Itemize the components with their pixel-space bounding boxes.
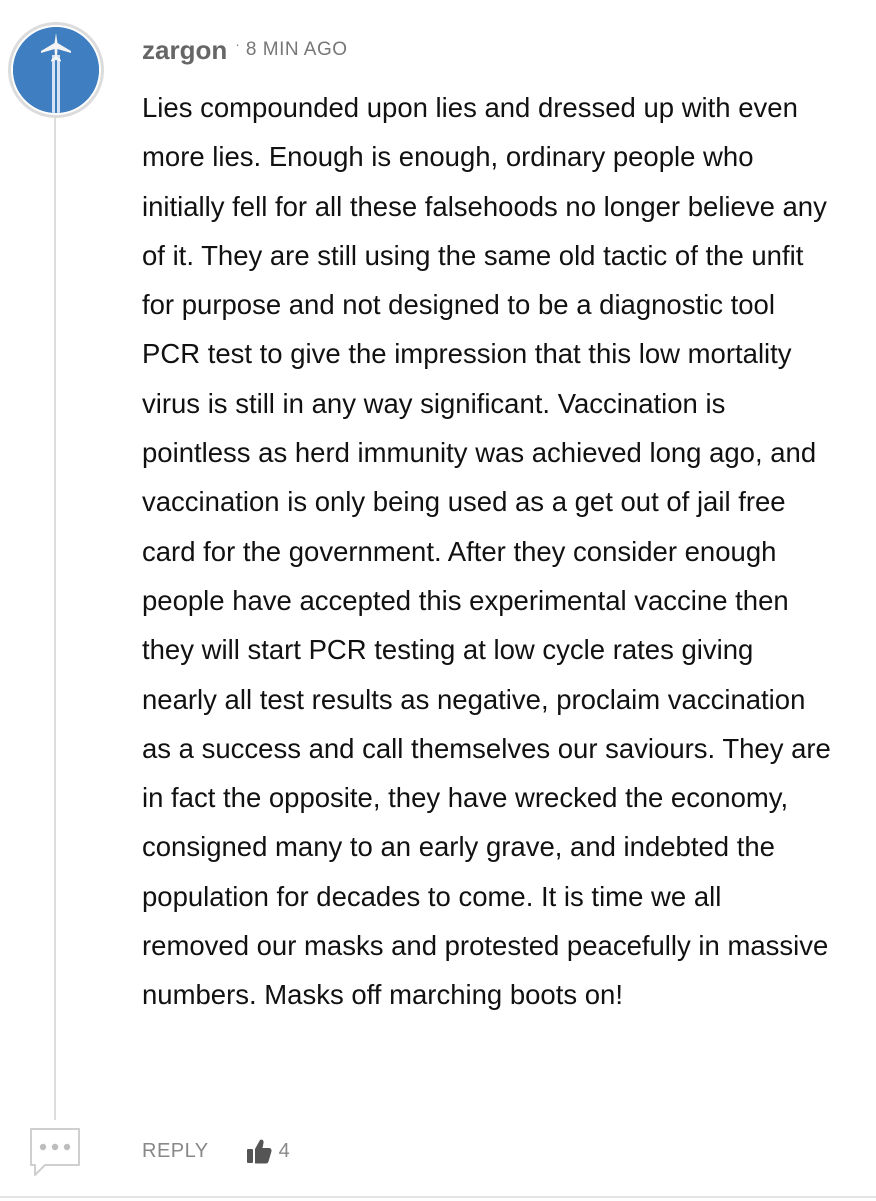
thumbs-up-icon (245, 1137, 273, 1165)
avatar[interactable] (8, 22, 104, 118)
comment-actions (142, 1136, 290, 1166)
more-options-button[interactable] (28, 1126, 82, 1178)
timestamp[interactable]: 8 MIN AGO (245, 39, 348, 60)
reply-button[interactable]: REPLY (142, 1139, 209, 1162)
author-name[interactable]: zargon (142, 34, 228, 65)
speech-bubble-more-icon (28, 1126, 82, 1178)
separator-dot: · (235, 36, 240, 52)
comment-body: Lies compounded upon lies and dressed up with even more lies. Enough is enough, ordinary people who initially fell for all these falsehoods no longer believe any of it. They are still using the same old tactic of the unfit for purpose and not designed to be a diagnostic tool PCR test to give the impression that this low mortality virus is still in any way significant. Vaccination is pointless as herd immunity was achieved long ago, and vaccination is only being used as a get out of jail free card for the government. After they consider enough people have accepted this experimental vaccine then they will start PCR testing at low cycle rates giving nearly all test results as negative, proclaim vaccination as a success and call themselves our saviours. They are in fact the opposite, they have wrecked the economy, consigned many to an early grave, and indebted the population for decades to come. It is time we all removed our masks and protested peacefully in massive numbers. Masks off marching boots on! (142, 92, 831, 1011)
like-button[interactable] (245, 1137, 290, 1165)
divider (0, 1196, 876, 1198)
comment-meta (142, 32, 348, 68)
thread-line (54, 118, 56, 1120)
airplane-contrail-icon (13, 27, 99, 113)
like-count: 4 (278, 1139, 290, 1162)
